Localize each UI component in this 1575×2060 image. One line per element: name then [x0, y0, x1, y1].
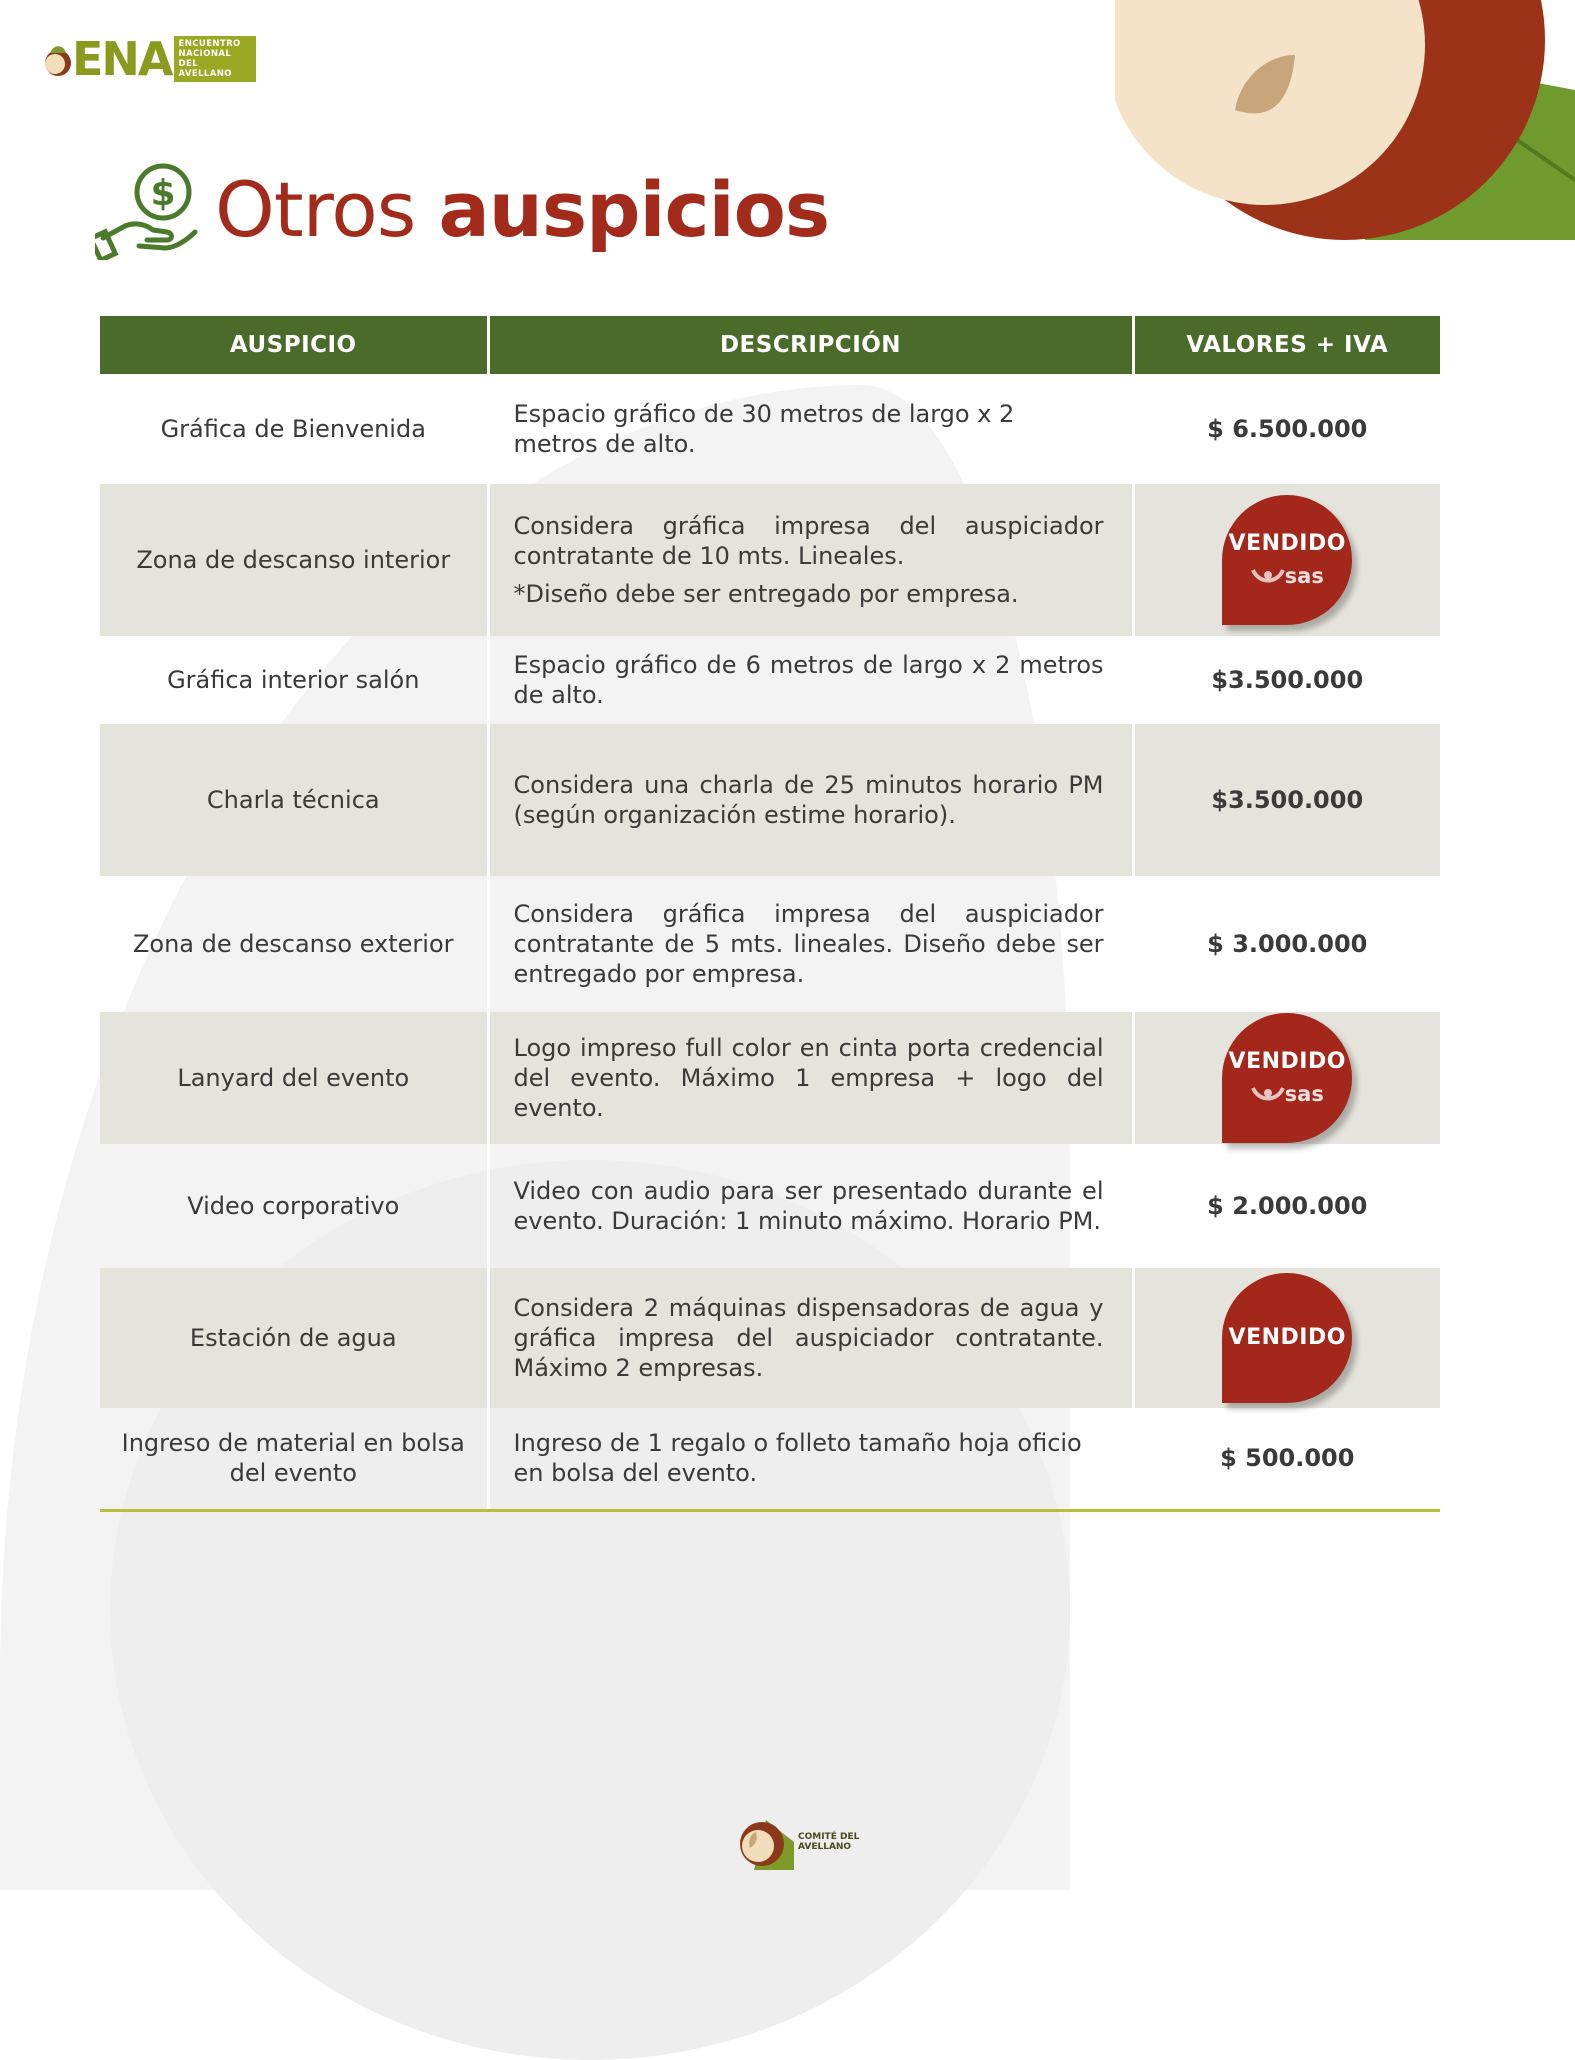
tagline-line: NACIONAL DEL [178, 49, 232, 69]
table-row [100, 724, 1440, 876]
table-row [100, 374, 1440, 484]
buyer-logo-icon [1251, 1084, 1285, 1104]
table-row [100, 1144, 1440, 1268]
table-row [100, 876, 1440, 1012]
sponsor-name: Gráfica de Bienvenida [160, 415, 426, 443]
column-header-auspicio: AUSPICIO [100, 316, 488, 374]
table-row [100, 1012, 1440, 1144]
sponsor-description [488, 724, 1133, 876]
sponsor-price: $3.500.000 [1133, 636, 1440, 724]
money-hand-icon [95, 160, 205, 260]
ena-logo [42, 32, 256, 86]
sponsor-description [488, 876, 1133, 1012]
buyer-logo [1222, 561, 1352, 591]
sponsor-name: Video corporativo [187, 1192, 400, 1220]
sponsorship-table [100, 316, 1440, 1512]
description-text: Considera una charla de 25 minutos horario PM (según organización estime horario). [513, 771, 1104, 829]
sold-badge [1222, 1013, 1352, 1143]
description-text: Ingreso de 1 regalo o folleto tamaño hoja oficio en bolsa del evento. [513, 1429, 1082, 1488]
sponsor-price: $ 6.500.000 [1133, 374, 1440, 484]
svg-text:$: $ [150, 173, 176, 214]
description-note: *Diseño debe ser entregado por empresa. [513, 580, 1019, 608]
buyer-logo-icon [1251, 566, 1285, 586]
table-header-row [100, 316, 1440, 374]
sponsor-price [1133, 1012, 1440, 1144]
buyer-name: sas [1284, 1082, 1324, 1106]
ena-tagline [174, 36, 256, 82]
sponsor-description [488, 1408, 1133, 1510]
buyer-logo [1222, 1079, 1352, 1109]
sponsor-description [488, 1268, 1133, 1408]
sponsor-name: Ingreso de material en bolsa del evento [100, 1408, 488, 1510]
sponsor-price: $ 3.000.000 [1133, 876, 1440, 1012]
column-header-valores: VALORES + IVA [1133, 316, 1440, 374]
description-text: Espacio gráfico de 30 metros de largo x 2 metros de alto. [513, 400, 1015, 458]
title-bold: auspicios [438, 165, 830, 254]
footer-line: COMITÉ DEL [798, 1832, 860, 1842]
description-text: Considera gráfica impresa del auspiciador contratante de 10 mts. Lineales. [513, 512, 1104, 570]
description-text: Considera 2 máquinas dispensadoras de agua y gráfica impresa del auspiciador contratante. Máximo 2 empresas. [513, 1294, 1104, 1382]
sponsor-price: $3.500.000 [1133, 724, 1440, 876]
footer-line: AVELLANO [798, 1842, 852, 1852]
page-title [215, 165, 830, 254]
tagline-line: ENCUENTRO [178, 39, 241, 49]
column-header-descripcion: DESCRIPCIÓN [488, 316, 1133, 374]
sponsor-name: Lanyard del evento [100, 1012, 488, 1144]
description-text: Video con audio para ser presentado durante el evento. Duración: 1 minuto máximo. Horario PM. [513, 1177, 1104, 1235]
hazelnut-logo-icon [42, 41, 72, 77]
sold-badge [1222, 495, 1352, 625]
sponsor-price: $ 500.000 [1133, 1408, 1440, 1510]
buyer-name: sas [1284, 564, 1324, 588]
footer-text [798, 1832, 859, 1852]
sponsor-price: $ 2.000.000 [1133, 1144, 1440, 1268]
sponsor-name: Charla técnica [100, 724, 488, 876]
sponsor-name: Gráfica interior salón [167, 666, 420, 694]
sold-label: VENDIDO [1228, 531, 1346, 556]
sponsor-description [488, 1012, 1133, 1144]
table-row [100, 484, 1440, 636]
sponsor-description [488, 1144, 1133, 1268]
description-text: Espacio gráfico de 6 metros de largo x 2 metros de alto. [513, 651, 1104, 709]
hazelnut-footer-icon [736, 1812, 796, 1872]
table-row [100, 636, 1440, 724]
table-row [100, 1408, 1440, 1510]
sold-label: VENDIDO [1228, 1049, 1346, 1074]
sponsor-name: Zona de descanso exterior [132, 930, 454, 958]
hazelnut-corner-illustration [1115, 0, 1575, 240]
description-text: Considera gráfica impresa del auspiciador contratante de 5 mts. lineales. Diseño debe ser entregado por empresa. [513, 900, 1104, 988]
sponsor-description [488, 636, 1133, 724]
sponsor-price [1133, 484, 1440, 636]
sold-badge [1222, 1273, 1352, 1403]
tagline-line: AVELLANO [178, 69, 232, 79]
sponsor-price [1133, 1268, 1440, 1408]
sponsor-name: Zona de descanso interior [100, 484, 488, 636]
sponsor-description [488, 374, 1133, 484]
table-row [100, 1268, 1440, 1408]
sold-label: VENDIDO [1228, 1325, 1346, 1350]
sponsor-name: Estación de agua [100, 1268, 488, 1408]
footer-logo [736, 1812, 859, 1872]
description-text: Logo impreso full color en cinta porta credencial del evento. Máximo 1 empresa + logo del evento. [513, 1034, 1104, 1122]
page-header [95, 160, 829, 260]
ena-wordmark: ENA [72, 32, 172, 86]
title-light: Otros [215, 165, 416, 254]
sponsor-description [488, 484, 1133, 636]
